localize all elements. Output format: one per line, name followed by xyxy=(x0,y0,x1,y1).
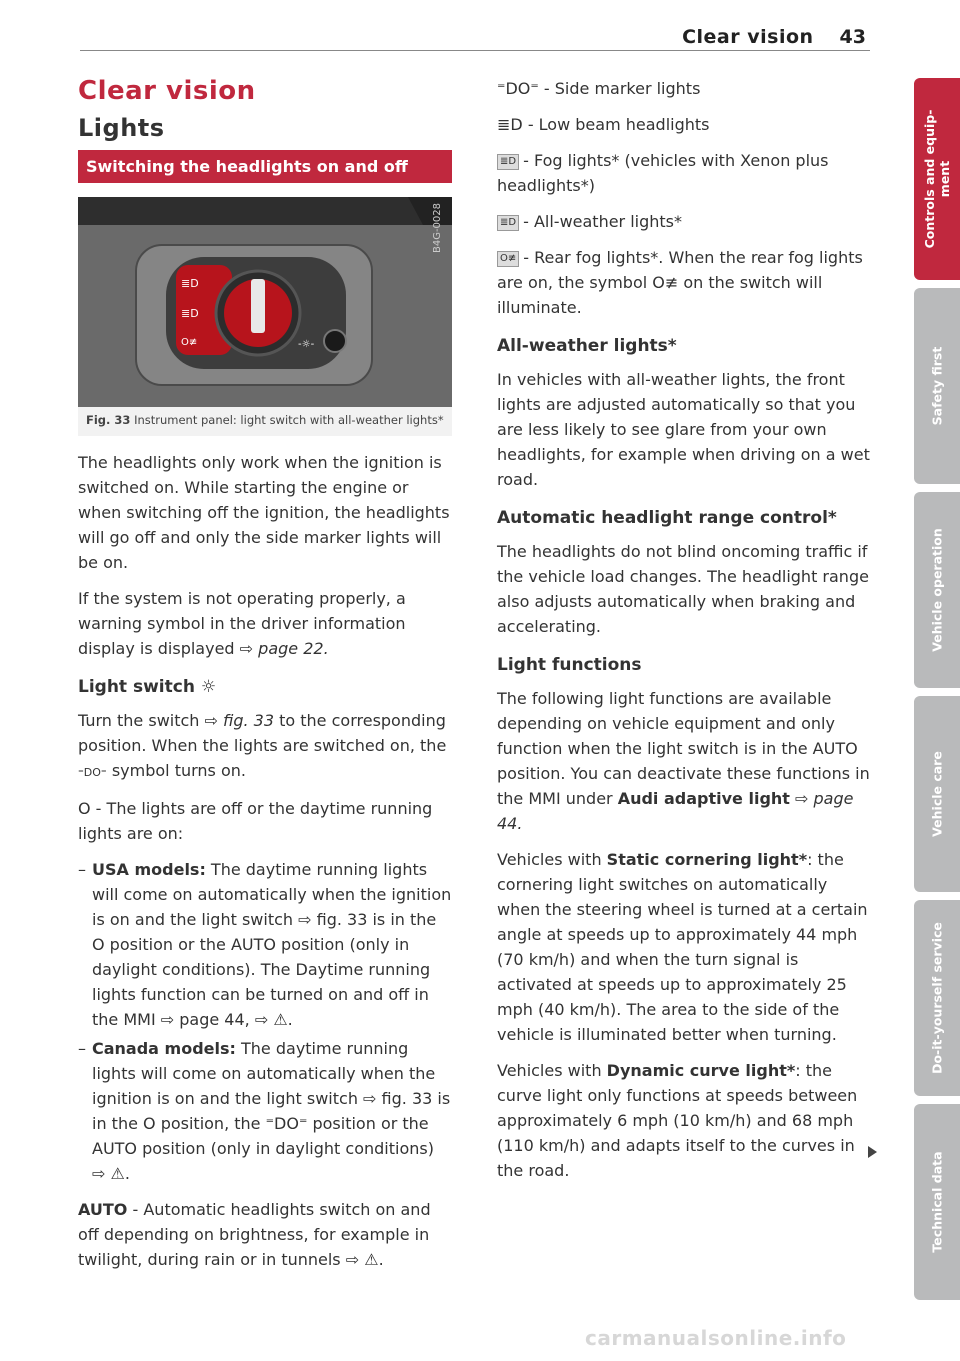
figure-caption xyxy=(78,407,452,436)
light-functions-heading: Light functions xyxy=(497,655,642,675)
list-item xyxy=(78,857,452,1032)
page-link[interactable]: ⇨ page 22. xyxy=(239,639,329,658)
list-item xyxy=(78,1036,452,1186)
paragraph: In vehicles with all-weather lights, the front lights are adjusted automatically so that you are less likely to see glare from your own headlights, for example when driving on a wet road. xyxy=(497,370,870,489)
light-switch-heading: Light switch ☼ xyxy=(78,677,217,697)
left-column xyxy=(78,74,452,1283)
canada-label: Canada models: xyxy=(92,1039,236,1058)
tab-vehicle-care[interactable] xyxy=(914,696,960,892)
paragraph-text: Vehicles with xyxy=(497,1061,607,1080)
figure xyxy=(78,197,452,436)
continue-arrow-icon xyxy=(868,1146,877,1158)
canada-text: The daytime running lights will come on automatically when the ignition is on and the light switch ⇨ fig. 33 is in the O position, the ⁼DO⁼ position or the AUTO position (only in daylight conditions) ⇨ ⚠. xyxy=(92,1039,451,1183)
fog-light-icon: ≣D xyxy=(497,154,519,170)
svg-text:≣D: ≣D xyxy=(181,277,199,290)
auto-text: - Automatic headlights switch on and off depending on brightness, for example in twilight, during rain or in tunnels ⇨ ⚠. xyxy=(78,1200,431,1269)
watermark: carmanualsonline.info xyxy=(585,1326,847,1350)
usa-label: USA models: xyxy=(92,860,206,879)
light-switch-image xyxy=(78,197,452,407)
paragraph: The headlights do not blind oncoming traffic if the vehicle load changes. The headlight range also adjusts automatically when braking and accelerating. xyxy=(497,542,869,636)
svg-text:O≢: O≢ xyxy=(181,337,198,348)
svg-text:≣D: ≣D xyxy=(181,307,199,320)
item-text: - All-weather lights* xyxy=(523,212,683,231)
side-marker-symbol-icon: ⁼DO⁼ xyxy=(78,766,107,779)
fog-light-item xyxy=(497,148,873,198)
paragraph: The headlights only work when the ignition is switched on. While starting the engine or when switching off the ignition, the headlights will go off and only the side marker lights will be on. xyxy=(78,453,450,572)
page-header xyxy=(682,26,866,48)
paragraph xyxy=(497,686,873,836)
paragraph-text: : the curve light only functions at speeds between approximately 6 mph (10 km/h) and 68 mph (110 km/h) and adapts itself to the curves in the road. xyxy=(497,1061,858,1180)
header-rule xyxy=(80,50,870,51)
usa-text: The daytime running lights will come on automatically when the ignition is on and the light switch ⇨ fig. 33 is in the O position or the AUTO position (only in daylight conditions). The Daytime running lights function can be turned on and off in the MMI ⇨ page 44, ⇨ ⚠. xyxy=(92,860,452,1029)
header-title: Clear vision xyxy=(682,26,814,48)
tab-safety[interactable] xyxy=(914,288,960,484)
low-beam-item: ≣D - Low beam headlights xyxy=(497,115,710,134)
tab-technical-data[interactable] xyxy=(914,1104,960,1300)
all-weather-heading: All-weather lights* xyxy=(497,336,677,356)
model-list xyxy=(78,857,452,1186)
section-title: Clear vision xyxy=(78,76,256,106)
tab-vehicle-operation[interactable] xyxy=(914,492,960,688)
item-text: - Rear fog lights*. When the rear fog lights are on, the symbol O≢ on the switch will illuminate. xyxy=(497,248,863,317)
paragraph-text: If the system is not operating properly, a warning symbol in the driver information display is displayed xyxy=(78,589,406,658)
section-subtitle: Lights xyxy=(78,114,165,142)
tab-label: Controls and equip- ment xyxy=(922,109,952,249)
paragraph-text: Turn the switch xyxy=(78,711,205,730)
bold-term: Dynamic curve light* xyxy=(606,1061,796,1080)
bold-term: Static cornering light* xyxy=(606,850,808,869)
side-marker-item: ⁼DO⁼ - Side marker lights xyxy=(497,79,701,98)
paragraph-text: : the cornering light switches on automatically when the steering wheel is turned at a certain angle at speeds up to approximately 44 mph (70 km/h) and when the turn signal is activated at speeds up to approximately 25 mph (40 km/h). The area to the side of the vehicle is illuminated better when turning. xyxy=(497,850,868,1044)
all-weather-light-icon: ≣D xyxy=(497,215,519,231)
section-band: Switching the headlights on and off xyxy=(78,150,452,183)
paragraph xyxy=(78,1197,452,1272)
tab-label: Technical data xyxy=(929,1151,945,1253)
paragraph: O - The lights are off or the daytime running lights are on: xyxy=(78,799,433,843)
rear-fog-light-icon: O≢ xyxy=(497,251,519,267)
bold-term: Audi adaptive light xyxy=(617,789,790,808)
figure-caption-label: Fig. 33 xyxy=(86,413,131,427)
paragraph-text: to the corresponding position. When the lights are switched on, the xyxy=(78,711,447,755)
tab-label: Vehicle care xyxy=(929,751,945,837)
paragraph-text: The following light functions are available depending on vehicle equipment and only function when the light switch is in the AUTO position. You can deactivate these functions in the MMI under xyxy=(497,689,870,808)
tab-label: Vehicle operation xyxy=(929,528,945,652)
all-weather-item xyxy=(497,209,873,234)
auto-label: AUTO xyxy=(78,1200,128,1219)
rear-fog-item xyxy=(497,245,873,320)
tab-do-it-yourself[interactable] xyxy=(914,900,960,1096)
paragraph xyxy=(497,847,873,1047)
tab-label: Do-it-yourself service xyxy=(929,922,945,1074)
paragraph xyxy=(497,1058,873,1183)
paragraph xyxy=(78,708,452,785)
page-link[interactable]: ⇨ page 44. xyxy=(497,789,854,833)
item-text: - Fog lights* (vehicles with Xenon plus headlights*) xyxy=(497,151,829,195)
range-control-heading: Automatic headlight range control* xyxy=(497,508,837,528)
right-column xyxy=(497,76,873,1194)
figure-code: B4G-0028 xyxy=(432,203,443,254)
paragraph-text: symbol turns on. xyxy=(106,761,246,780)
svg-text:-☼-: -☼- xyxy=(298,339,315,350)
paragraph-text: Vehicles with xyxy=(497,850,607,869)
page-number: 43 xyxy=(839,26,866,48)
figure-caption-text: Instrument panel: light switch with all-weather lights* xyxy=(134,413,444,427)
tab-controls[interactable] xyxy=(914,78,960,280)
light-switch-illustration xyxy=(78,197,452,407)
figure-link[interactable]: ⇨ fig. 33 xyxy=(204,711,275,730)
tab-label: Safety first xyxy=(929,346,945,426)
paragraph xyxy=(78,586,452,661)
